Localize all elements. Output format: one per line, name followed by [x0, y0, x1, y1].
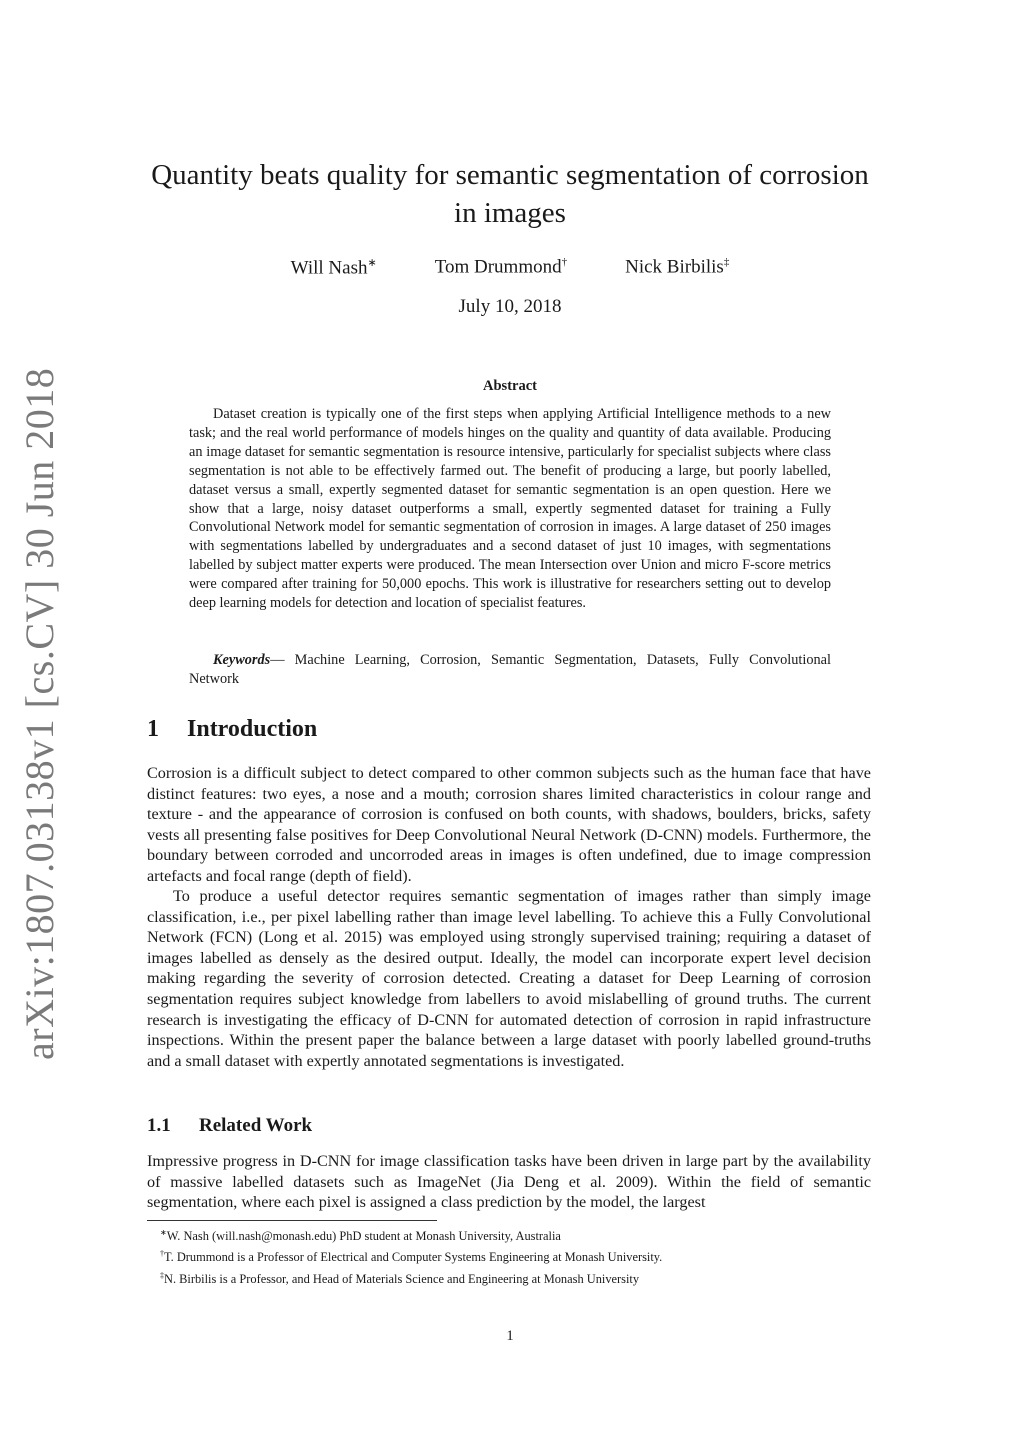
footnote-text: W. Nash (will.nash@monash.edu) PhD student at Monash University, Australia	[166, 1229, 561, 1244]
paper-date: July 10, 2018	[458, 296, 562, 317]
section-title: Related Work	[199, 1115, 313, 1136]
keywords	[189, 651, 831, 689]
footnote	[160, 1267, 880, 1288]
related-work-paragraph: Impressive progress in D-CNN for image classification tasks have been driven in large part by the availability of massive labelled datasets such as ImageNet (Jia Deng et al. 2009). Within the field of semantic segmentation, where each pixel is assigned a class prediction by the model, the largest	[147, 1152, 871, 1212]
abstract-text: Dataset creation is typically one of the first steps when applying Artificial Intelligence methods to a new task; and the real world performance of models hinges on the quality and quantity of data available. Producing an image dataset for semantic segmentation is resource intensive, particularly for specialist subjects where class segmentation is not able to be effectively farmed out. The benefit of producing a large, but poorly labelled, dataset versus a small, expertly segmented dataset for semantic segmentation is an open question. Here we show that a large, noisy dataset outperforms a small, expertly segmented dataset for training a Fully Convolutional Network model for semantic segmentation of corrosion in images. A large dataset of 250 images with segmentations labelled by undergraduates and a second dataset of just 10 images, with segmentations labelled by subject matter experts were produced. The mean Intersection over Union and micro F-score metrics were compared after training for 50,000 epochs. This work is illustrative for researchers setting out to develop deep learning models for detection and location of specialist features.	[189, 406, 831, 612]
section-title: Introduction	[187, 716, 318, 742]
footnote	[160, 1245, 880, 1266]
footnote-rule	[147, 1220, 437, 1221]
author-mark: ‡	[723, 256, 730, 268]
footnote-mark: ∗	[160, 1228, 167, 1237]
author-name: Will Nash	[290, 257, 368, 279]
section-number: 1	[147, 716, 159, 742]
author-mark: †	[561, 256, 568, 268]
author-list	[150, 256, 870, 279]
paper-title: Quantity beats quality for semantic segmentation of corrosion in images	[151, 159, 869, 229]
footnote-mark: †	[160, 1249, 164, 1259]
author	[625, 256, 729, 279]
footnotes	[160, 1224, 880, 1288]
section-heading-related-work	[147, 1115, 312, 1137]
footnote-mark: ‡	[160, 1270, 164, 1280]
author	[435, 256, 567, 279]
keywords-label: Keywords	[213, 652, 271, 668]
keywords-list: — Machine Learning, Corrosion, Semantic Segmentation, Datasets, Fully Convolutional Network	[189, 652, 831, 687]
intro-paragraph: Corrosion is a difficult subject to detect compared to other common subjects such as the human face that have distinct features: two eyes, a nose and a mouth; corrosion shares limited characteristics in colour range and texture - and the appearance of corrosion is confused on both counts, with shadows, boulders, bricks, safety vests all presenting false positives for Deep Convolutional Neural Network (D-CNN) models. Furthermore, the boundary between corroded and uncorroded areas in images is often undefined, due to image compression artefacts and focal range (depth of field).	[147, 764, 871, 885]
author-mark: ∗	[367, 257, 377, 269]
footnote	[160, 1224, 880, 1245]
abstract-heading: Abstract	[483, 378, 537, 394]
section-number: 1.1	[147, 1115, 171, 1136]
page-number: 1	[506, 1328, 514, 1344]
footnote-text: T. Drummond is a Professor of Electrical and Computer Systems Engineering at Monash University.	[164, 1250, 663, 1265]
intro-paragraph: To produce a useful detector requires semantic segmentation of images rather than simply image classification, i.e., per pixel labelling rather than image level labelling. To achieve this a Fully Convolutional Network (FCN) (Long et al. 2015) was employed using strongly supervised training; requiring a dataset of images labelled as densely as the desired output. Ideally, the model can incorporate expert level decision making regarding the severity of corrosion detected. Creating a dataset for Deep Learning of corrosion segmentation requires subject knowledge from labellers to avoid mislabelling of ground truths. The current research is investigating the efficacy of D-CNN for automated detection of corrosion in rapid infrastructure inspections. Within the present paper the balance between a large dataset with poorly labelled ground-truths and a small dataset with expertly annotated segmentations is investigated.	[147, 887, 871, 1070]
section-heading-introduction	[147, 716, 317, 743]
author	[291, 256, 377, 279]
arxiv-stamp: arXiv:1807.03138v1 [cs.CV] 30 Jun 2018	[17, 367, 62, 1060]
author-name: Nick Birbilis	[625, 256, 724, 278]
footnote-text: N. Birbilis is a Professor, and Head of Materials Science and Engineering at Monash University	[164, 1271, 640, 1286]
author-name: Tom Drummond	[434, 256, 562, 278]
